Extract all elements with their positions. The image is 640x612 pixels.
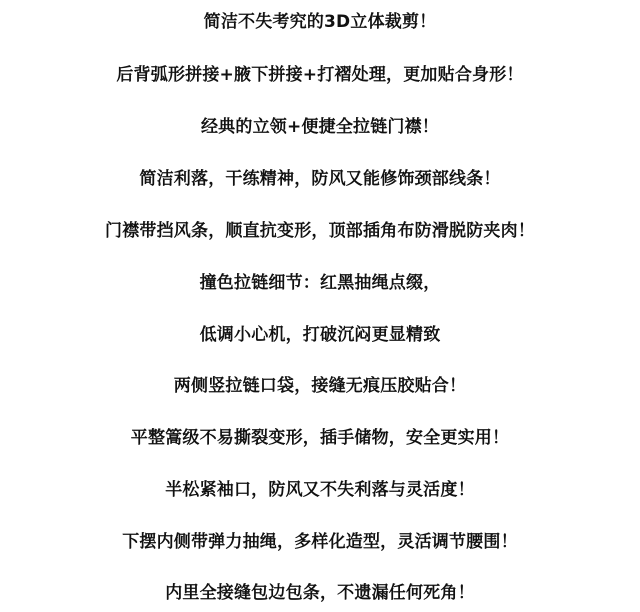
feature-line-bound-seams: 内里全接缝包边包条，不遗漏任何死角！: [165, 583, 475, 603]
feature-line-cuffs: 半松紧袖口，防风又不失利落与灵活度！: [165, 480, 475, 500]
feature-line-side-pockets: 两侧竖拉链口袋，接缝无痕压胶贴合！: [173, 376, 467, 396]
feature-line-windproof-neck: 简洁利落，干练精神，防风又能修饰颈部线条！: [139, 169, 501, 189]
feature-line-3d-cut: 简洁不失考究的3D立体裁剪！: [203, 12, 437, 32]
feature-line-placket-flap: 门襟带挡风条，顺直抗变形，顶部插角布防滑脱防夹肉！: [105, 221, 535, 241]
feature-line-contrast-zipper: 撞色拉链细节：红黑抽绳点缀，: [199, 273, 441, 293]
feature-line-hem-drawcord: 下摆内侧带弹力抽绳，多样化造型，灵活调节腰围！: [122, 532, 518, 552]
feature-line-collar-zip: 经典的立领+便捷全拉链门襟！: [200, 117, 440, 137]
feature-line-back-seams: 后背弧形拼接+腋下拼接+打褶处理，更加贴合身形！: [116, 65, 524, 85]
feature-line-pocket-storage: 平整篙级不易撕裂变形，插手储物，安全更实用！: [130, 428, 510, 448]
feature-line-subtle-detail: 低调小心机，打破沉闷更显精致: [199, 325, 441, 345]
